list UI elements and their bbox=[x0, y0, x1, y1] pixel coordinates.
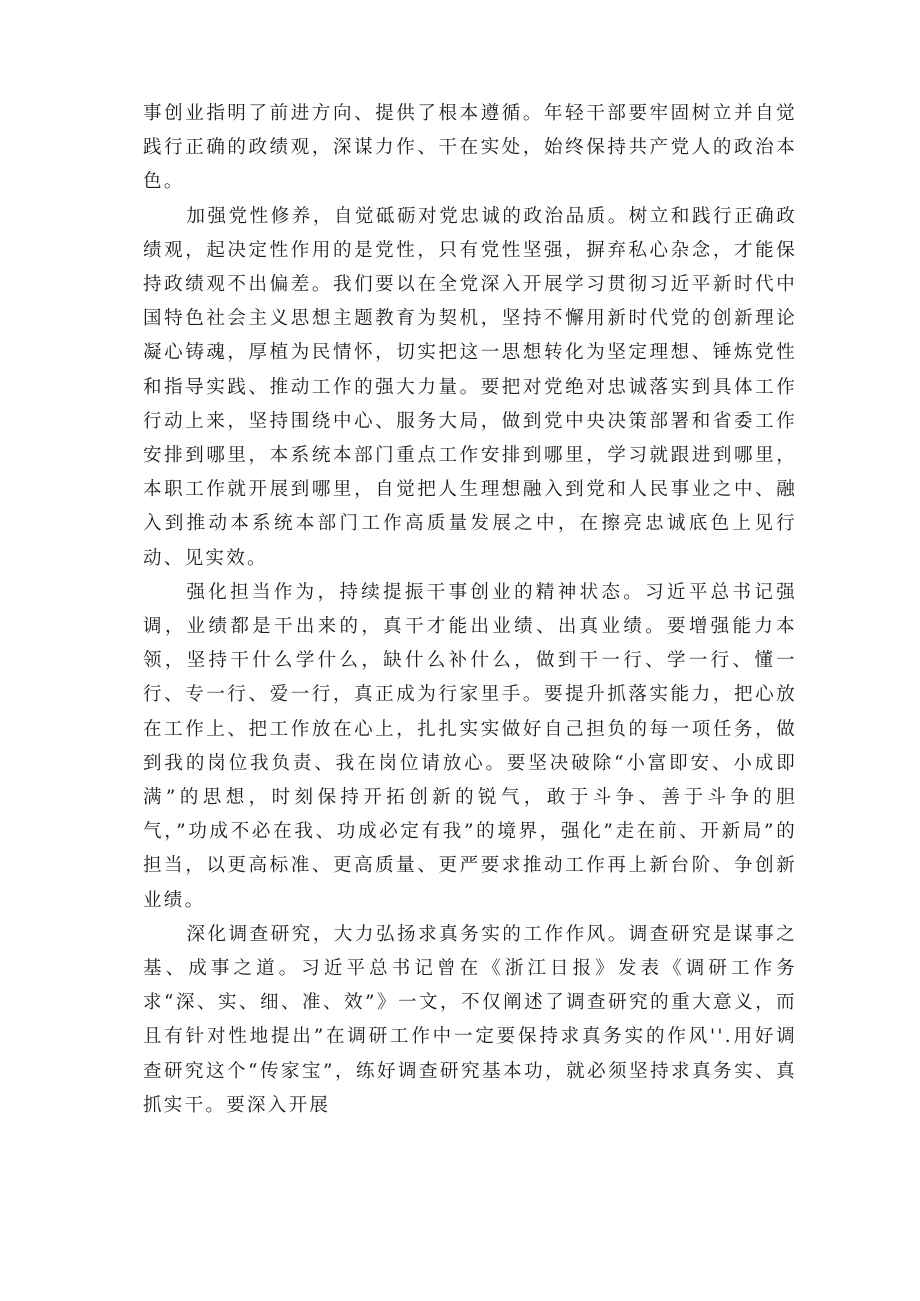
paragraph-party-spirit: 加强党性修养，自觉砥砺对党忠诚的政治品质。树立和践行正确政绩观，起决定性作用的是党性，只有党性坚强，摒弃私心杂念，才能保持政绩观不出偏差。我们要以在全党深入开展学习贯彻习近平新时代中国特色社会主义思想主题教育为契机，坚持不懈用新时代党的创新理论凝心铸魂，厚植为民情怀，切实把这一思想转化为坚定理想、锤炼党性和指导实践、推动工作的强大力量。要把对党绝对忠诚落实到具体工作行动上来，坚持围绕中心、服务大局，做到党中央决策部署和省委工作安排到哪里，本系统本部门重点工作安排到哪里，学习就跟进到哪里，本职工作就开展到哪里，自觉把人生理想融入到党和人民事业之中、融入到推动本系统本部门工作高质量发展之中，在擦亮忠诚底色上见行动、见实效。 bbox=[143, 205, 797, 569]
paragraph-continuation: 事创业指明了前进方向、提供了根本遵循。年轻干部要牢固树立并自觉践行正确的政绩观，深谋力作、干在实处，始终保持共产党人的政治本色。 bbox=[143, 103, 797, 193]
paragraph-investigation: 深化调查研究，大力弘扬求真务实的工作作风。调查研究是谋事之基、成事之道。习近平总书记曾在《浙江日报》发表《调研工作务求“深、实、细、准、效”》一文，不仅阐述了调查研究的重大意义，而且有针对性地提出”在调研工作中一定要保持求真务实的作风''.用好调查研究这个“传家宝”，练好调查研究基本功，就必须坚持求真务实、真抓实干。要深入开展 bbox=[143, 923, 797, 1116]
document-body bbox=[143, 97, 797, 1123]
paragraph-responsibility: 强化担当作为，持续提振干事创业的精神状态。习近平总书记强调，业绩都是干出来的，真干才能出业绩、出真业绩。要增强能力本领，坚持干什么学什么，缺什么补什么，做到干一行、学一行、懂一行、专一行、爱一行，真正成为行家里手。要提升抓落实能力，把心放在工作上、把工作放在心上，扎扎实实做好自己担负的每一项任务，做到我的岗位我负责、我在岗位请放心。要坚决破除“小富即安、小成即满”的思想，时刻保持开拓创新的锐气，敢于斗争、善于斗争的胆气，”功成不必在我、功成必定有我”的境界，强化”走在前、开新局”的担当，以更高标准、更高质量、更严要求推动工作再上新台阶、争创新业绩。 bbox=[143, 581, 797, 911]
